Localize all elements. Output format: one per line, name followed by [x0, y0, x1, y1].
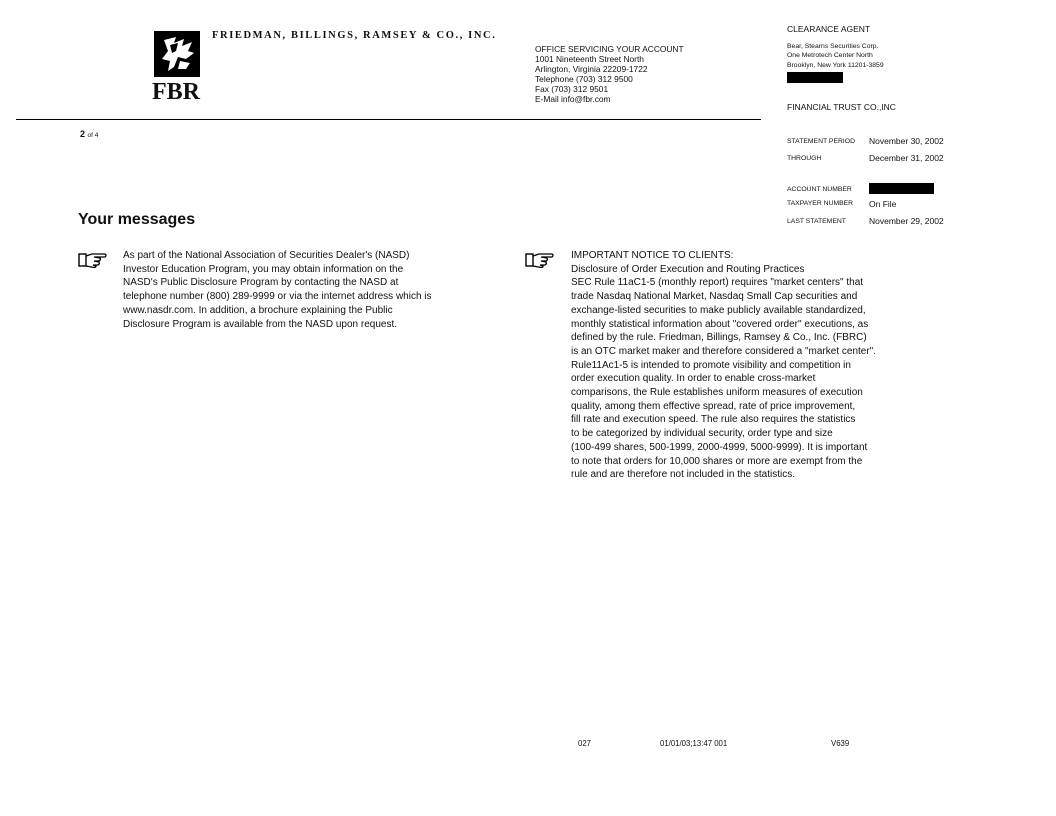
- taxpayer-label: TAXPAYER NUMBER: [787, 200, 854, 207]
- office-line: Telephone (703) 312 9500: [535, 74, 633, 84]
- message-line: to be categorized by individual security, order type and size: [571, 428, 833, 440]
- taxpayer-value: On File: [869, 199, 897, 209]
- page-number: [80, 129, 98, 139]
- message-line: rule and are therefore not included in the statistics.: [571, 469, 796, 481]
- message-line: (100-499 shares, 500-1999, 2000-4999, 5000-9999). It is important: [571, 441, 868, 453]
- office-line: 1001 Nineteenth Street North: [535, 54, 644, 64]
- messages-heading: Your messages: [78, 211, 196, 228]
- message-line: comparisons, the Rule establishes uniform measures of execution: [571, 387, 863, 399]
- clearance-title: CLEARANCE AGENT: [787, 24, 871, 34]
- message-line: SEC Rule 11aC1-5 (monthly report) requires "market centers" that: [571, 277, 864, 289]
- nasd-message: [123, 249, 432, 331]
- message-line: IMPORTANT NOTICE TO CLIENTS:: [571, 250, 734, 261]
- message-line: monthly statistical information about "covered order" executions, as: [571, 318, 869, 330]
- clearance-address: [787, 42, 884, 70]
- message-line: quality, among them effective spread, rate of price improvement,: [571, 400, 856, 412]
- important-notice-message: [571, 249, 876, 482]
- through-value: December 31, 2002: [869, 153, 944, 163]
- office-line: Fax (703) 312 9501: [535, 84, 609, 94]
- message-line: fill rate and execution speed. The rule also requires the statistics: [571, 414, 856, 426]
- last-statement-value: November 29, 2002: [869, 216, 944, 226]
- message-line: trade Nasdaq National Market, Nasdaq Small Cap securities and: [571, 291, 858, 303]
- clearance-line: One Metrotech Center North: [787, 52, 873, 60]
- office-line: OFFICE SERVICING YOUR ACCOUNT: [535, 44, 684, 54]
- office-line: E-Mail info@fbr.com: [535, 94, 611, 104]
- message-line: www.nasdr.com. In addition, a brochure explaining the Public: [123, 304, 393, 316]
- account-number-redaction: [869, 183, 934, 194]
- message-line: Disclosure of Order Execution and Routing Practices: [571, 263, 805, 275]
- message-line: defined by the rule. Friedman, Billings, Ramsey & Co., Inc. (FBRC): [571, 332, 867, 344]
- account-name: FINANCIAL TRUST CO.,INC: [787, 102, 896, 112]
- footer-code-v: V639: [831, 739, 850, 748]
- message-line: Disclosure Program is available from the NASD upon request.: [123, 318, 398, 330]
- through-label: THROUGH: [787, 155, 822, 162]
- statement-period-label: STATEMENT PERIOD: [787, 138, 855, 145]
- message-line: order execution quality. In order to enable cross-market: [571, 373, 816, 385]
- firm-name: FRIEDMAN, BILLINGS, RAMSEY & CO., INC.: [212, 30, 497, 41]
- message-line: Rule11Ac1-5 is intended to promote visibility and competition in: [571, 359, 851, 371]
- logo-text: FBR: [152, 79, 200, 105]
- message-line: NASD's Public Disclosure Program by contacting the NASD at: [123, 277, 399, 289]
- pointing-hand-icon: [525, 251, 555, 269]
- message-line: As part of the National Association of Securities Dealer's (NASD): [123, 250, 410, 261]
- fbr-eagle-logo-icon: [154, 31, 200, 77]
- message-line: exchange-listed securities to make publicly available standardized,: [571, 304, 866, 316]
- account-number-label: ACCOUNT NUMBER: [787, 186, 852, 193]
- message-line: to note that orders for 10,000 shares or more are exempt from the: [571, 455, 863, 467]
- clearance-line: Brooklyn, New York 11201-3859: [787, 61, 884, 69]
- office-line: Arlington, Virginia 22209-1722: [535, 64, 648, 74]
- redaction-bar: [787, 72, 843, 83]
- clearance-line: Bear, Stearns Securities Corp.: [787, 43, 879, 50]
- header-divider: [16, 119, 761, 120]
- message-line: is an OTC market maker and therefore considered a "market center".: [571, 345, 877, 357]
- pointing-hand-icon: [78, 251, 108, 269]
- message-line: Investor Education Program, you may obtain information on the: [123, 263, 404, 275]
- statement-period-value: November 30, 2002: [869, 136, 944, 146]
- page-current: 2: [80, 129, 86, 139]
- page-total: of 4: [87, 132, 99, 139]
- last-statement-label: LAST STATEMENT: [787, 218, 846, 225]
- footer-timestamp: 01/01/03;13:47 001: [660, 739, 728, 748]
- office-address: [535, 44, 684, 104]
- message-line: telephone number (800) 289-9999 or via the internet address which is: [123, 291, 432, 303]
- footer-code: 027: [578, 739, 592, 748]
